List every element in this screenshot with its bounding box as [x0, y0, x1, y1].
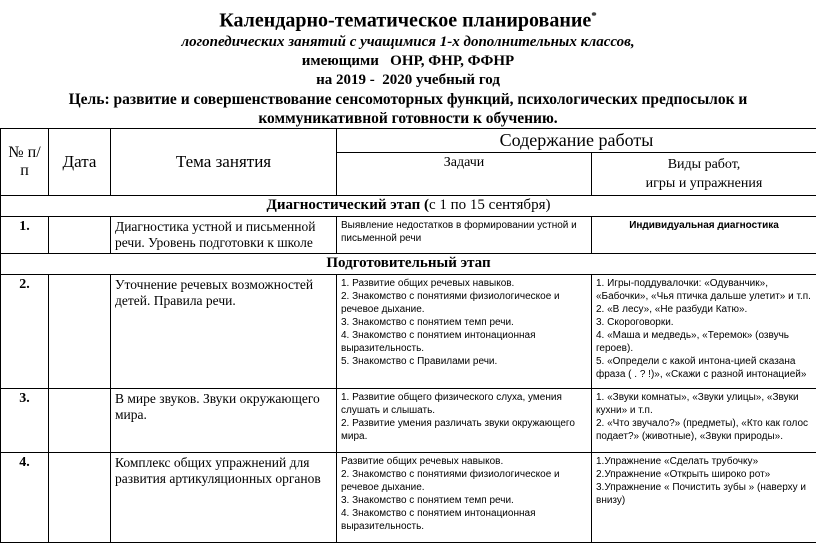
- goal-line-2: коммуникативной готовности к обучению.: [0, 109, 816, 128]
- work-item: 3.Упражнение « Почистить зубы » (наверху и внизу): [596, 481, 812, 507]
- row-num: 3.: [1, 389, 49, 453]
- row-topic: Уточнение речевых возможностей детей. Правила речи.: [111, 275, 337, 389]
- header-topic: Тема занятия: [111, 129, 337, 196]
- row-topic: Диагностика устной и письменной речи. Уровень подготовки к школе: [111, 217, 337, 254]
- header-works-line-2: игры и упражнения: [596, 174, 812, 193]
- document-header: [0, 0, 816, 128]
- task-item: 4. Знакомство с понятием интонационная выразительность.: [341, 329, 587, 355]
- row-tasks: Выявление недостатков в формировании устной и письменной речи: [337, 217, 592, 254]
- work-item: 2. «В лесу», «Не разбуди Катю».: [596, 303, 812, 316]
- task-item: 1. Развитие общего физического слуха, умения слушать и слышать.: [341, 391, 587, 417]
- header-works: [592, 153, 816, 196]
- subtitle-line-1: логопедических занятий с учащимися 1-х дополнительных классов,: [0, 33, 816, 52]
- stage-row-preparatory: [1, 254, 816, 275]
- row-works: [592, 453, 816, 543]
- table-row: [1, 217, 816, 254]
- row-tasks: [337, 275, 592, 389]
- task-item: Развитие общих речевых навыков.: [341, 455, 587, 468]
- task-item: 2. Знакомство с понятиями физиологическое и речевое дыхание.: [341, 468, 587, 494]
- header-content: Содержание работы: [337, 129, 816, 153]
- row-tasks: [337, 453, 592, 543]
- stage-diagnostic-period: с 1 по 15 сентября): [429, 197, 551, 213]
- row-num: 2.: [1, 275, 49, 389]
- stage-diagnostic-name: Диагностический этап (: [267, 197, 429, 213]
- row-date: [49, 217, 111, 254]
- row-topic: Комплекс общих упражнений для развития артикуляционных органов: [111, 453, 337, 543]
- header-works-line-1: Виды работ,: [596, 155, 812, 174]
- table-header-row: [1, 129, 816, 153]
- work-item: 2. «Что звучало?» (предметы), «Кто как голос подает?» (животные), «Звуки природы».: [596, 417, 812, 443]
- table-row: [1, 389, 816, 453]
- row-works: [592, 275, 816, 389]
- header-date: Дата: [49, 129, 111, 196]
- task-item: 4. Знакомство с понятием интонационная выразительность.: [341, 507, 587, 533]
- stage-preparatory-name: Подготовительный этап: [326, 255, 490, 271]
- task-item: 2. Развитие умения различать звуки окружающего мира.: [341, 417, 587, 443]
- table-row: [1, 453, 816, 543]
- stage-diagnostic: [1, 196, 816, 217]
- row-topic: В мире звуков. Звуки окружающего мира.: [111, 389, 337, 453]
- title-text: Календарно-тематическое планирование: [219, 10, 591, 32]
- task-item: 3. Знакомство с понятием темп речи.: [341, 494, 587, 507]
- header-num: № п/п: [1, 129, 49, 196]
- school-year: на 2019 - 2020 учебный год: [0, 71, 816, 90]
- subtitle-line-2: имеющими ОНР, ФНР, ФФНР: [0, 52, 816, 71]
- row-works: [592, 389, 816, 453]
- row-num: 4.: [1, 453, 49, 543]
- work-item: 4. «Маша и медведь», «Теремок» (озвучь героев).: [596, 329, 812, 355]
- work-item: 1. Игры-поддувалочки: «Одуванчик», «Бабочки», «Чья птичка дальше улетит» и т.п.: [596, 277, 812, 303]
- header-tasks: Задачи: [337, 153, 592, 196]
- task-item: 2. Знакомство с понятиями физиологическое и речевое дыхание.: [341, 290, 587, 316]
- task-item: 5. Знакомство с Правилами речи.: [341, 355, 587, 368]
- work-item: 2.Упражнение «Открыть широко рот»: [596, 468, 812, 481]
- row-works: Индивидуальная диагностика: [592, 217, 816, 254]
- work-item: 5. «Определи с какой интона-цией сказана фраза ( . ? !)», «Скажи с разной интонацией»: [596, 355, 812, 381]
- work-item: 1.Упражнение «Сделать трубочку»: [596, 455, 812, 468]
- stage-preparatory: [1, 254, 816, 275]
- task-item: 3. Знакомство с понятием темп речи.: [341, 316, 587, 329]
- table-row: [1, 275, 816, 389]
- stage-row-diagnostic: [1, 196, 816, 217]
- task-item: 1. Развитие общих речевых навыков.: [341, 277, 587, 290]
- row-num: 1.: [1, 217, 49, 254]
- document-title: [0, 4, 816, 33]
- title-footnote-mark: *: [591, 10, 597, 22]
- row-tasks: [337, 389, 592, 453]
- planning-table: [0, 128, 816, 543]
- goal-line-1: Цель: развитие и совершенствование сенсомоторных функций, психологических предпосылок и: [0, 90, 816, 109]
- work-item: 1. «Звуки комнаты», «Звуки улицы», «Звуки кухни» и т.п.: [596, 391, 812, 417]
- row-date: [49, 389, 111, 453]
- row-date: [49, 275, 111, 389]
- work-item: 3. Скороговорки.: [596, 316, 812, 329]
- row-date: [49, 453, 111, 543]
